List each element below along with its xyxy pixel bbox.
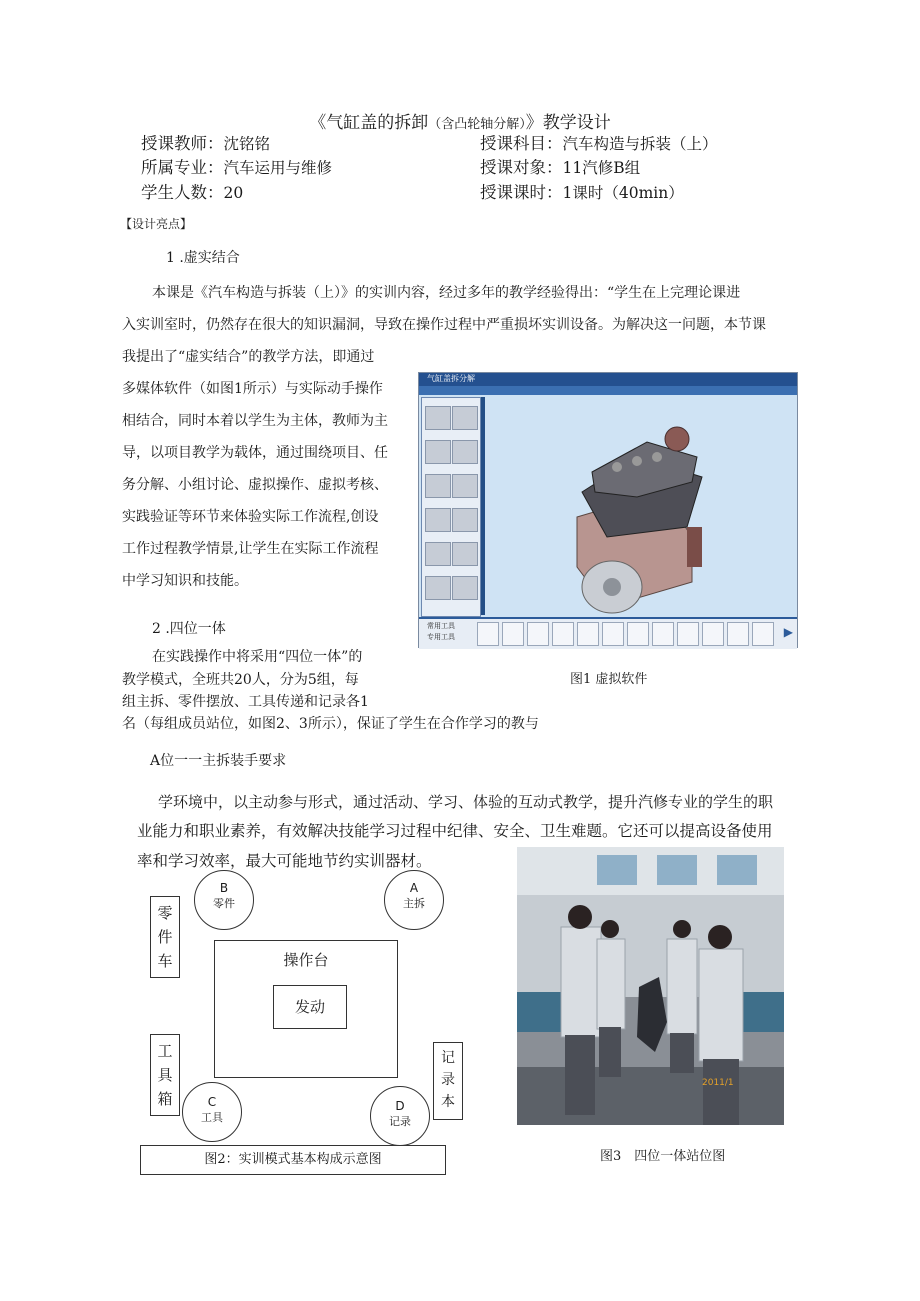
record-book-box: 记 录 本	[433, 1042, 463, 1120]
section1-line: 我提出了“虚实结合”的教学方法，即通过	[122, 349, 375, 365]
tool-icon	[452, 474, 478, 498]
tool-icon	[552, 622, 574, 646]
operating-table-box: 操作台 发动	[214, 940, 398, 1078]
students-photo-illustration	[517, 847, 784, 1125]
section1-line: 多媒体软件（如图1所示）与实际动手操作	[122, 381, 383, 397]
section1-line: 入实训室时，仍然存在很大的知识漏洞，导致在操作过程中严重损坏实训设备。为解决这一问题，本节课	[122, 317, 766, 333]
info-target: 授课对象：11汽修B组	[480, 158, 641, 177]
section2-line: 教学模式，全班共20人，分为5组，每	[122, 672, 359, 688]
figure1-software-screenshot	[418, 372, 798, 648]
palette-scrollbar	[481, 397, 485, 615]
tool-icon	[727, 622, 749, 646]
bolt-icon	[452, 576, 478, 600]
section2-heading: 2 .四位一体	[152, 621, 226, 637]
toolbox-box: 工 具 箱	[150, 1034, 180, 1116]
tool-palette	[421, 397, 481, 617]
tool-icon	[425, 440, 451, 464]
tool-icon	[527, 622, 549, 646]
tool-icon	[627, 622, 649, 646]
wrench-tool-icon	[425, 406, 451, 430]
section2-line: 学环境中，以主动参与形式，通过活动、学习、体验的互动式教学，提升汽修专业的学生的职	[158, 793, 774, 811]
tool-icon	[652, 622, 674, 646]
tool-bottom-bar: 常用工具 专用工具 ▶	[419, 617, 797, 649]
section2-line: 组主拆、零件摆放、工具传递和记录各1	[122, 694, 369, 710]
pipe-fitting-icon	[452, 542, 478, 566]
highlights-heading: 【设计亮点】	[120, 217, 193, 231]
tool-icon	[502, 622, 524, 646]
engine-box: 发动	[273, 985, 347, 1029]
parts-cart-box: 零 件 车	[150, 896, 180, 978]
section1-line: 工作过程教学情景,让学生在实际工作流程	[122, 541, 379, 557]
nut-icon	[452, 508, 478, 532]
tool-icon	[452, 440, 478, 464]
scroll-right-icon: ▶	[783, 625, 793, 639]
hand-tool-icon	[477, 622, 499, 646]
position-a-circle: A 主拆	[384, 870, 444, 930]
tool-icon	[577, 622, 599, 646]
section1-heading: 1 .虚实结合	[166, 250, 240, 266]
engine-model-illustration	[487, 397, 787, 615]
socket-tool-icon	[452, 406, 478, 430]
position-d-circle: D 记录	[370, 1086, 430, 1146]
info-teacher: 授课教师：沈铭铭	[141, 134, 271, 153]
tool-icon	[425, 474, 451, 498]
info-students: 学生人数：20	[141, 183, 244, 202]
window-titlebar: 气缸盖拆分解	[419, 373, 797, 386]
engine-3d-view	[487, 397, 787, 615]
position-c-circle: C 工具	[182, 1082, 242, 1142]
menu-bar	[419, 386, 797, 395]
position-b-circle: B 零件	[194, 870, 254, 930]
section1-line: 导，以项目教学为载体，通过围绕项目、任	[122, 445, 388, 461]
figure1-caption: 图1 虚拟软件	[570, 672, 648, 687]
photo-date-stamp: 2011/1	[702, 1078, 734, 1088]
role-a-heading: A位一一主拆装手要求	[150, 753, 287, 769]
section1-line: 务分解、小组讨论、虚拟操作、虚拟考核、	[122, 477, 388, 493]
tool-icon	[677, 622, 699, 646]
section2-line: 在实践操作中将采用“四位一体”的	[152, 649, 363, 665]
section2-line: 名（每组成员站位，如图2、3所示），保证了学生在合作学习的教与	[122, 716, 539, 732]
tool-icon	[702, 622, 724, 646]
info-hours: 授课课时：1课时（40min）	[480, 183, 684, 202]
nut-icon	[425, 508, 451, 532]
figure2-caption: 图2：实训模式基本构成示意图	[140, 1145, 446, 1175]
figure3-photo	[517, 847, 784, 1125]
section1-line: 相结合，同时本着以学生为主体，教师为主	[122, 413, 388, 429]
tool-icon	[752, 622, 774, 646]
info-major: 所属专业：汽车运用与维修	[141, 158, 333, 177]
nut-icon	[425, 576, 451, 600]
section1-line: 本课是《汽车构造与拆装（上）》的实训内容，经过多年的教学经验得出：“学生在上完理论课进	[152, 285, 741, 301]
figure2-diagram	[140, 868, 470, 1176]
figure3-caption: 图3 四位一体站位图	[600, 1149, 726, 1164]
pipe-fitting-icon	[425, 542, 451, 566]
page-title: 《气缸盖的拆卸（含凸轮轴分解）》教学设计	[309, 113, 611, 133]
section1-line: 中学习知识和技能。	[122, 573, 248, 589]
info-subject: 授课科目：汽车构造与拆装（上）	[480, 134, 718, 153]
section2-line: 率和学习效率，最大可能地节约实训器材。	[137, 852, 432, 870]
section1-line: 实践验证等环节来体验实际工作流程,创设	[122, 509, 379, 525]
tool-icon	[602, 622, 624, 646]
section2-line: 业能力和职业素养，有效解决技能学习过程中纪律、安全、卫生难题。它还可以提高设备使用	[137, 822, 773, 840]
